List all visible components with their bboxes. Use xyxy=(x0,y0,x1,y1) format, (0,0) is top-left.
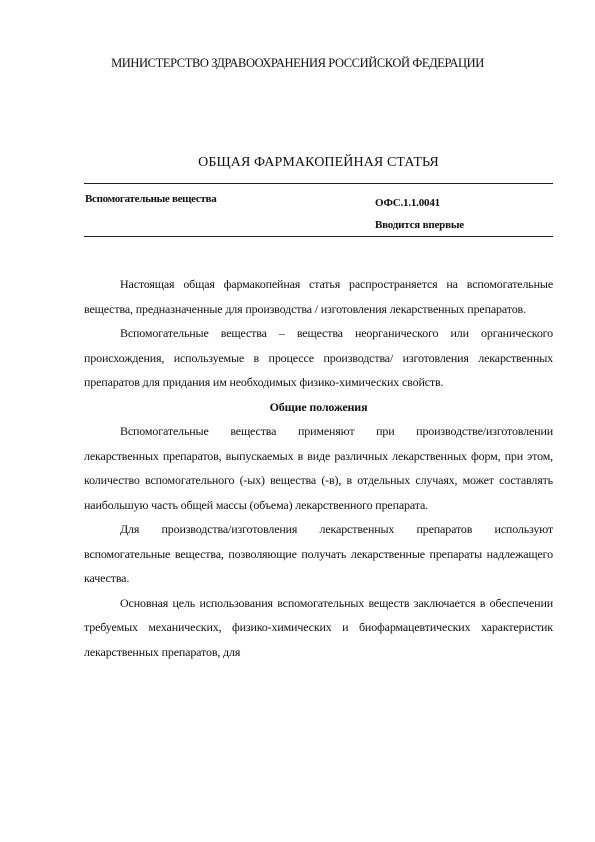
article-status: Вводится впервые xyxy=(375,219,464,231)
paragraph-definition: Вспомогательные вещества – вещества неорганического или органического происхождения, используемые в процессе производства/ изготовления лекарственных препаратов для придания им необходимых физико-химических свойств. xyxy=(84,326,553,389)
article-code: ОФС.1.1.0041 xyxy=(375,197,440,209)
top-divider xyxy=(84,183,553,184)
section-heading: Общие положения xyxy=(269,399,368,414)
paragraph-usage: Вспомогательные вещества применяют при производстве/изготовлении лекарственных препаратов, выпускаемых в виде различных лекарственных форм, при этом, количество вспомогательного (-ых) вещества (-в), в отдельных случаях, может составлять наибольшую часть общей массы (объема) лекарственного препарата. xyxy=(84,424,553,512)
article-meta xyxy=(375,192,464,236)
ministry-header: МИНИСТЕРСТВО ЗДРАВООХРАНЕНИЯ РОССИЙСКОЙ ФЕДЕРАЦИИ xyxy=(111,56,484,70)
article-body xyxy=(84,272,553,664)
bottom-divider xyxy=(84,236,553,237)
article-subject: Вспомогательные вещества xyxy=(85,193,217,205)
paragraph-quality: Для производства/изготовления лекарственных препаратов используют вспомогательные вещества, позволяющие получать лекарственные препараты надлежащего качества. xyxy=(84,522,553,585)
document-title: ОБЩАЯ ФАРМАКОПЕЙНАЯ СТАТЬЯ xyxy=(198,155,439,170)
paragraph-purpose: Основная цель использования вспомогательных веществ заключается в обеспечении требуемых механических, физико-химических и биофармацевтических характеристик лекарственных препаратов, для xyxy=(84,595,553,659)
paragraph-scope: Настоящая общая фармакопейная статья распространяется на вспомогательные вещества, предназначенные для производства / изготовления лекарственных препаратов. xyxy=(84,277,553,316)
